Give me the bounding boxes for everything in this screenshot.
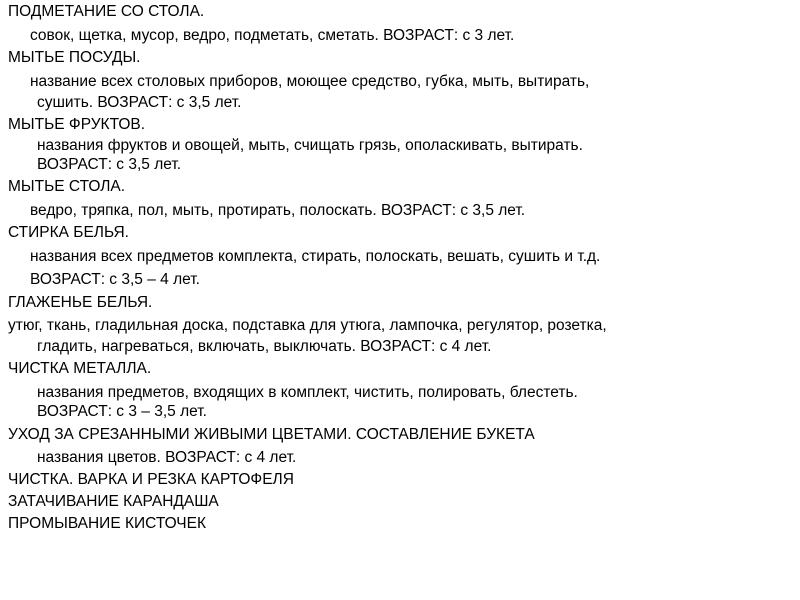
section-text: названия цветов. ВОЗРАСТ: с 4 лет. bbox=[37, 449, 297, 466]
section-heading: ГЛАЖЕНЬЕ БЕЛЬЯ. bbox=[8, 294, 153, 311]
section-heading: УХОД ЗА СРЕЗАННЫМИ ЖИВЫМИ ЦВЕТАМИ. СОСТАВЛЕНИЕ БУКЕТА bbox=[8, 426, 535, 443]
section-heading: МЫТЬЕ СТОЛА. bbox=[8, 178, 126, 195]
section-heading: ЧИСТКА МЕТАЛЛА. bbox=[8, 360, 152, 377]
section-heading: ЗАТАЧИВАНИЕ КАРАНДАША bbox=[8, 493, 219, 510]
section-text: совок, щетка, мусор, ведро, подметать, сметать. ВОЗРАСТ: с 3 лет. bbox=[30, 27, 515, 44]
section-text: утюг, ткань, гладильная доска, подставка для утюга, лампочка, регулятор, розетка, bbox=[8, 317, 607, 334]
section-text: сушить. ВОЗРАСТ: с 3,5 лет. bbox=[37, 94, 242, 111]
section-text: ведро, тряпка, пол, мыть, протирать, полоскать. ВОЗРАСТ: с 3,5 лет. bbox=[30, 202, 526, 219]
section-text: ВОЗРАСТ: с 3 – 3,5 лет. bbox=[37, 403, 207, 420]
section-heading: МЫТЬЕ ФРУКТОВ. bbox=[8, 116, 146, 133]
section-heading: ЧИСТКА. ВАРКА И РЕЗКА КАРТОФЕЛЯ bbox=[8, 471, 294, 488]
section-heading: ПОДМЕТАНИЕ СО СТОЛА. bbox=[8, 3, 205, 20]
section-text: названия предметов, входящих в комплект, чистить, полировать, блестеть. bbox=[37, 384, 578, 401]
section-text: гладить, нагреваться, включать, выключать. ВОЗРАСТ: с 4 лет. bbox=[37, 338, 492, 355]
section-text: ВОЗРАСТ: с 3,5 – 4 лет. bbox=[30, 271, 200, 288]
section-text: названия фруктов и овощей, мыть, счищать грязь, ополаскивать, вытирать. bbox=[37, 137, 583, 154]
section-text: ВОЗРАСТ: с 3,5 лет. bbox=[37, 156, 182, 173]
section-heading: ПРОМЫВАНИЕ КИСТОЧЕК bbox=[8, 515, 207, 532]
section-heading: МЫТЬЕ ПОСУДЫ. bbox=[8, 49, 141, 66]
section-heading: СТИРКА БЕЛЬЯ. bbox=[8, 224, 129, 241]
section-text: названия всех предметов комплекта, стирать, полоскать, вешать, сушить и т.д. bbox=[30, 248, 601, 265]
section-text: название всех столовых приборов, моющее средство, губка, мыть, вытирать, bbox=[30, 73, 590, 90]
